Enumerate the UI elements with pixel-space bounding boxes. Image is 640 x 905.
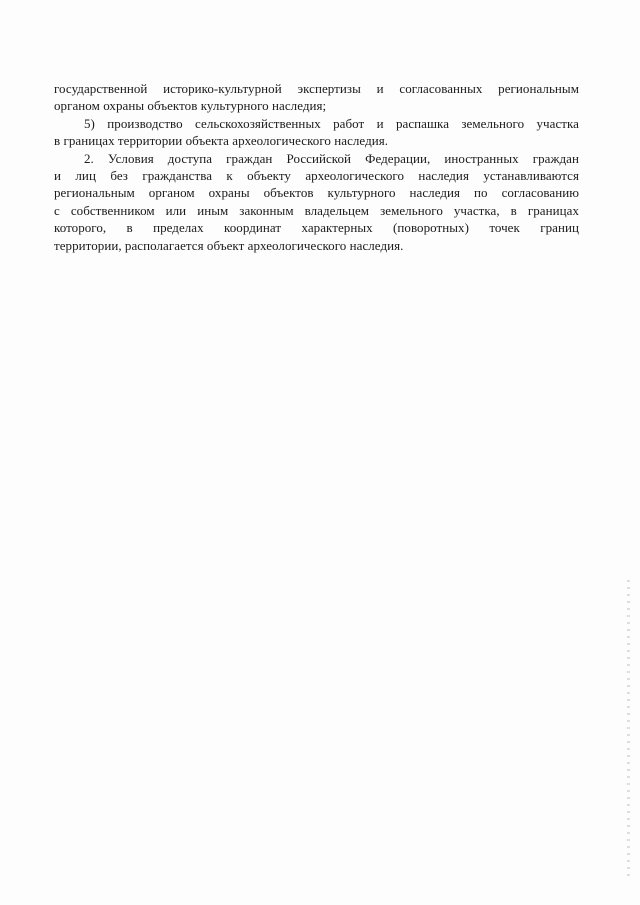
text-line: в границах территории объекта археологического наследия.: [54, 133, 389, 149]
text-line: 5) производство сельскохозяйственных работ и распашка земельного участка: [84, 115, 579, 131]
text-line: территории, располагается объект археологического наследия.: [54, 237, 404, 253]
text-line: региональным органом охраны объектов культурного наследия по согласованию: [54, 185, 579, 201]
text-line: которого, в пределах координат характерных (поворотных) точек границ: [54, 220, 579, 236]
text-line: и лиц без гражданства к объекту археологического наследия устанавливаются: [54, 168, 579, 184]
text-line: с собственником или иным законным владельцем земельного участка, в границах: [54, 202, 579, 218]
paragraph-item-2: [54, 150, 579, 254]
text-line: 2. Условия доступа граждан Российской Федерации, иностранных граждан: [84, 150, 579, 166]
paragraph-item-5: [54, 115, 579, 150]
text-line: государственной историко-культурной экспертизы и согласованных региональным: [54, 81, 579, 96]
text-line: органом охраны объектов культурного наследия;: [54, 98, 327, 114]
document-body: [54, 80, 579, 254]
paragraph-continuation: [54, 80, 579, 115]
scan-edge-artifact: [627, 580, 630, 880]
